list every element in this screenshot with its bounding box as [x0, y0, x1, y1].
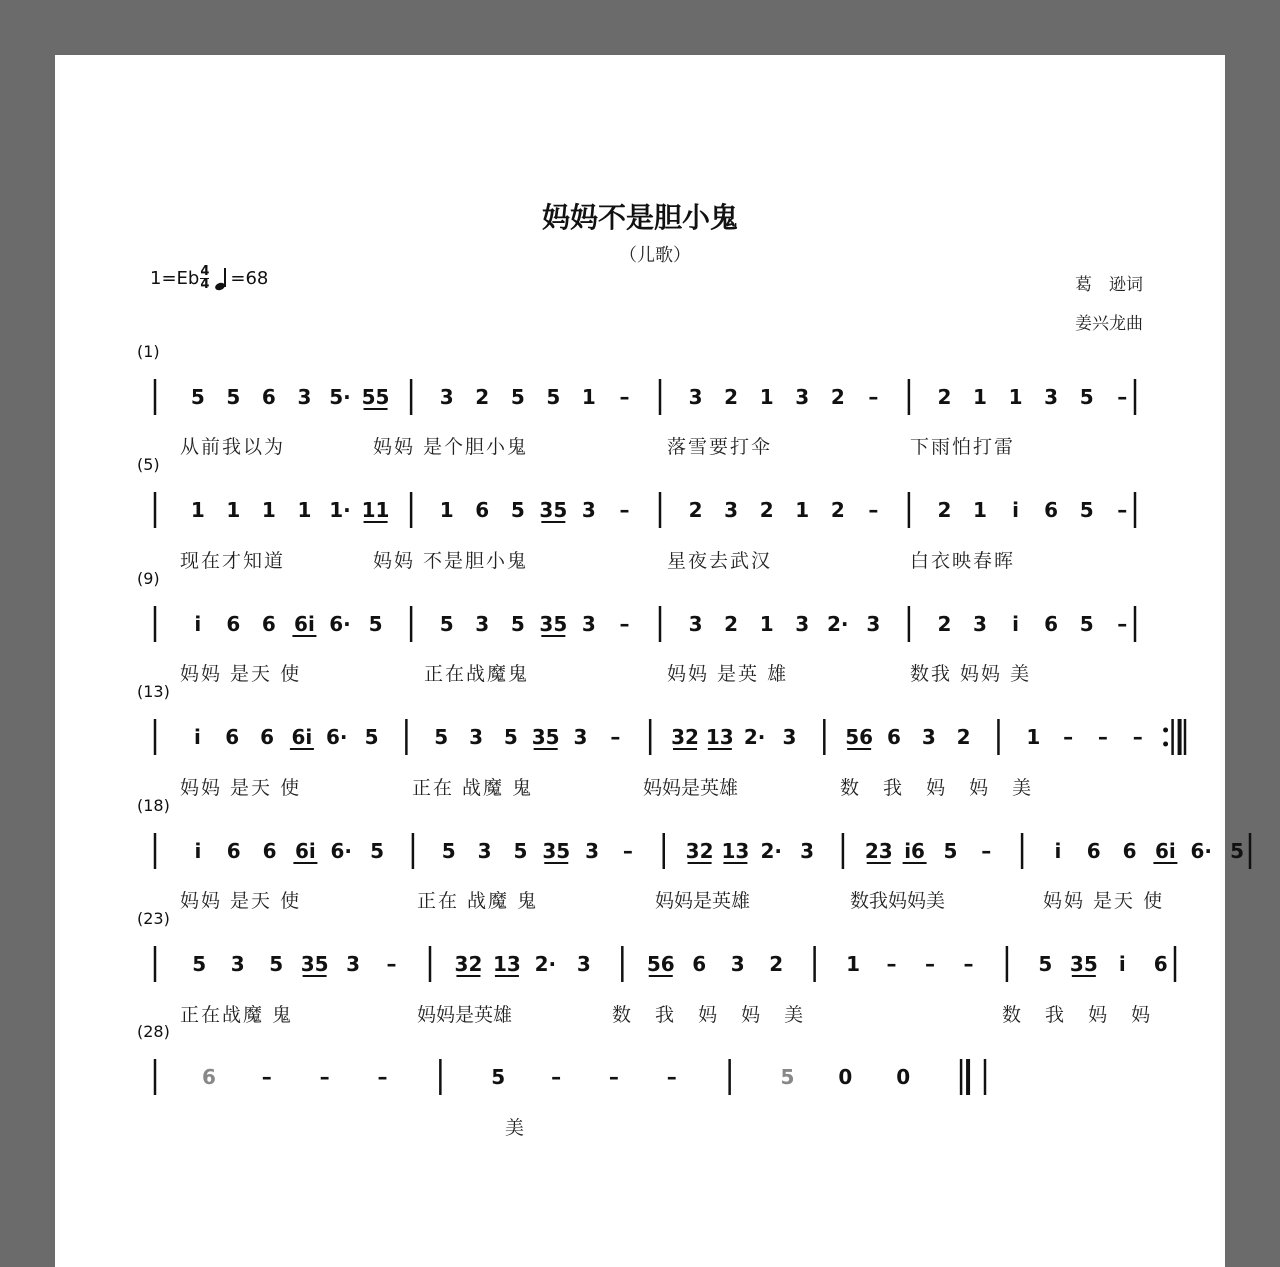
- lyric-segment: 妈妈 是天 使: [1043, 890, 1165, 912]
- note: 6i: [294, 612, 315, 636]
- lyric-segment: 数我妈妈美: [850, 890, 946, 912]
- note: 6: [1122, 839, 1137, 863]
- note: 3: [477, 839, 492, 863]
- note: 2: [759, 498, 774, 522]
- note: 6: [262, 839, 277, 863]
- note: 6: [225, 725, 240, 749]
- note: 5: [510, 498, 525, 522]
- note: 5: [943, 839, 958, 863]
- note: 3: [800, 839, 815, 863]
- note: 1: [759, 385, 774, 409]
- note: –: [377, 1065, 388, 1089]
- measure-number: (18): [137, 796, 170, 815]
- note: 56: [646, 952, 675, 976]
- note: 1: [846, 952, 861, 976]
- note: 2: [724, 612, 739, 636]
- note: 13: [705, 725, 734, 749]
- note: 1: [973, 385, 987, 409]
- note: i: [193, 725, 201, 749]
- note: 5·: [329, 385, 351, 409]
- note: 5: [1038, 952, 1053, 976]
- lyric-segment: 现在才知道: [180, 550, 286, 572]
- measure-number: (23): [137, 909, 170, 928]
- note: 2·: [534, 952, 557, 976]
- note: 6i: [295, 839, 316, 863]
- note: 1: [261, 498, 276, 522]
- note: –: [619, 385, 630, 409]
- quarter-note-icon: [214, 268, 228, 290]
- note: 6: [226, 839, 241, 863]
- note: 1: [1026, 725, 1041, 749]
- note: 2: [956, 725, 971, 749]
- note: 5: [434, 725, 449, 749]
- note: 3: [866, 612, 881, 636]
- note: 6i: [1155, 839, 1176, 863]
- lyric-segment: 星夜去武汉: [667, 550, 773, 572]
- note: 6·: [329, 612, 351, 636]
- note: 3: [1044, 385, 1059, 409]
- tempo-value: =68: [230, 268, 269, 289]
- note: –: [1117, 385, 1128, 409]
- note: 23: [864, 839, 893, 863]
- note: –: [1117, 498, 1128, 522]
- note: 1: [190, 498, 205, 522]
- note: 35: [542, 839, 571, 863]
- lyric-segment: 妈妈是英雄: [417, 1004, 513, 1026]
- note: 2·: [760, 839, 783, 863]
- note: 5: [510, 385, 525, 409]
- note: 6i: [291, 725, 313, 749]
- note: 5: [1079, 498, 1094, 522]
- lyric-segment: 数 我 妈 妈 美: [840, 777, 1041, 799]
- note: –: [622, 839, 633, 863]
- note: 5: [546, 385, 561, 409]
- note: 3: [921, 725, 936, 749]
- time-signature-top: 4: [200, 264, 210, 279]
- note: 1: [226, 498, 241, 522]
- note: 3: [688, 612, 703, 636]
- note: 3: [730, 952, 745, 976]
- note: 35: [539, 498, 568, 522]
- note: 1: [795, 498, 810, 522]
- lyric-segment: 数 我 妈 妈: [1002, 1004, 1160, 1026]
- measure-number: (1): [137, 342, 160, 361]
- note: 5: [780, 1065, 795, 1089]
- note: 32: [685, 839, 714, 863]
- note: –: [886, 952, 897, 976]
- note: 3: [795, 612, 810, 636]
- note: 2: [688, 498, 703, 522]
- note: 5: [190, 385, 205, 409]
- note: 3: [973, 612, 987, 636]
- lyric-segment: 妈妈 是英 雄: [667, 663, 789, 685]
- note: 6: [1153, 952, 1168, 976]
- key-signature: 1=Eb: [150, 268, 200, 289]
- note: 3: [576, 952, 591, 976]
- note: 2·: [827, 612, 849, 636]
- note: 3: [724, 498, 739, 522]
- note: –: [1063, 725, 1074, 749]
- measure-number: (13): [137, 682, 170, 701]
- note: 2: [830, 385, 845, 409]
- note: 6: [1044, 612, 1059, 636]
- note: 0: [838, 1065, 853, 1089]
- note: –: [1097, 725, 1108, 749]
- note: 5: [269, 952, 284, 976]
- note: 6·: [325, 725, 348, 749]
- note: 6·: [330, 839, 353, 863]
- note: 5: [1079, 612, 1094, 636]
- note: 13: [493, 952, 521, 976]
- note: –: [1132, 725, 1143, 749]
- lyric-segment: 从前我以为: [180, 436, 286, 458]
- note: 5: [441, 839, 456, 863]
- lyric-segment: 正在 战魔 鬼: [412, 777, 534, 799]
- note: –: [551, 1065, 562, 1089]
- composer-credit: 姜兴龙曲: [1075, 314, 1143, 334]
- note: 5: [513, 839, 528, 863]
- note: 2: [724, 385, 739, 409]
- lyric-segment: 下雨怕打雷: [910, 436, 1016, 458]
- lyric-segment: 妈妈 是天 使: [180, 777, 302, 799]
- note: 6: [1086, 839, 1101, 863]
- note: –: [666, 1065, 677, 1089]
- note: 3: [439, 385, 454, 409]
- note: 2: [937, 385, 952, 409]
- note: –: [868, 385, 879, 409]
- note: i: [1118, 952, 1126, 976]
- note: 6: [261, 385, 276, 409]
- note: 3: [581, 498, 596, 522]
- time-signature: [200, 266, 209, 291]
- lyric-segment: 妈妈 是天 使: [180, 890, 302, 912]
- note: –: [925, 952, 935, 976]
- note: 3: [469, 725, 483, 749]
- note: 32: [454, 952, 483, 976]
- note: –: [981, 839, 992, 863]
- note: 6·: [1190, 839, 1213, 863]
- note: 5: [364, 725, 379, 749]
- lyric-segment: 正在 战魔 鬼: [417, 890, 539, 912]
- note: –: [619, 612, 630, 636]
- measure-number: (9): [137, 569, 160, 588]
- time-signature-bottom: 4: [200, 277, 210, 292]
- note: 5: [192, 952, 207, 976]
- note: 5: [226, 385, 241, 409]
- note: 3: [581, 612, 596, 636]
- note: 5: [439, 612, 454, 636]
- note: 2·: [743, 725, 766, 749]
- note: 5: [503, 725, 518, 749]
- note: 2: [937, 498, 952, 522]
- note: 2: [475, 385, 490, 409]
- note: 1: [439, 498, 454, 522]
- note: 0: [896, 1065, 911, 1089]
- song-subtitle: （儿歌）: [619, 245, 691, 266]
- lyric-segment: 妈妈是英雄: [655, 890, 751, 912]
- note: 5: [1230, 839, 1245, 863]
- note: 3: [782, 725, 797, 749]
- note: –: [963, 952, 974, 976]
- note: 3: [230, 952, 245, 976]
- lyric-segment: 数 我 妈 妈 美: [612, 1004, 813, 1026]
- note: 3: [475, 612, 490, 636]
- note: –: [261, 1065, 272, 1089]
- note: 11: [361, 498, 390, 522]
- note: 35: [539, 612, 568, 636]
- note: 35: [1069, 952, 1098, 976]
- note: i: [1012, 498, 1019, 522]
- note: i: [1054, 839, 1062, 863]
- note: i: [194, 612, 202, 636]
- lyric-segment: 落雪要打伞: [667, 436, 773, 458]
- note: 6: [887, 725, 901, 749]
- note: 3: [688, 385, 703, 409]
- lyric-segment: 美: [505, 1117, 527, 1139]
- note: –: [319, 1065, 330, 1089]
- note: 55: [361, 385, 390, 409]
- note: 2: [769, 952, 784, 976]
- note: 56: [845, 725, 874, 749]
- note: 5: [368, 612, 383, 636]
- note: –: [1117, 612, 1128, 636]
- note: 13: [721, 839, 750, 863]
- lyric-segment: 妈妈 是个胆小鬼: [373, 436, 529, 458]
- note: 5: [1079, 385, 1094, 409]
- note: 1: [759, 612, 774, 636]
- note: 3: [573, 725, 588, 749]
- note: i: [194, 839, 202, 863]
- note: 6: [261, 612, 276, 636]
- lyric-segment: 妈妈是英雄: [643, 777, 739, 799]
- note: –: [619, 498, 630, 522]
- note: –: [868, 498, 879, 522]
- note: 5: [370, 839, 385, 863]
- measure-number: (5): [137, 455, 160, 474]
- note: 3: [346, 952, 361, 976]
- lyric-segment: 正在战魔鬼: [424, 663, 530, 685]
- note: 1: [1008, 385, 1023, 409]
- lyric-segment: 妈妈 不是胆小鬼: [373, 550, 529, 572]
- note: –: [386, 952, 397, 976]
- note: 3: [795, 385, 810, 409]
- note: 32: [671, 725, 699, 749]
- lyric-segment: 白衣映春晖: [910, 550, 1016, 572]
- note: 35: [531, 725, 560, 749]
- lyric-segment: 正在战魔 鬼: [180, 1004, 294, 1026]
- note: 6: [226, 612, 241, 636]
- lyric-segment: 妈妈 是天 使: [180, 663, 302, 685]
- note: 35: [300, 952, 329, 976]
- song-title: 妈妈不是胆小鬼: [541, 201, 738, 234]
- note: –: [608, 1065, 619, 1089]
- key-tempo-marking: [150, 266, 268, 291]
- note: 6: [260, 725, 275, 749]
- measure-number: (28): [137, 1022, 170, 1041]
- note: 5: [510, 612, 525, 636]
- note: 1: [297, 498, 312, 522]
- lyricist-credit: 葛 逊词: [1075, 275, 1143, 295]
- note: 1·: [329, 498, 351, 522]
- note: 5: [491, 1065, 506, 1089]
- note: 6: [1044, 498, 1059, 522]
- note: i6: [904, 839, 925, 863]
- note: 6: [475, 498, 490, 522]
- note: i: [1012, 612, 1019, 636]
- note: 2: [830, 498, 845, 522]
- note: –: [610, 725, 621, 749]
- note: 1: [581, 385, 596, 409]
- note: 6: [692, 952, 707, 976]
- lyric-segment: 数我 妈妈 美: [910, 663, 1032, 685]
- note: 3: [297, 385, 312, 409]
- note: 6: [201, 1065, 216, 1089]
- note: 3: [585, 839, 600, 863]
- note: 2: [937, 612, 952, 636]
- note: 1: [973, 498, 987, 522]
